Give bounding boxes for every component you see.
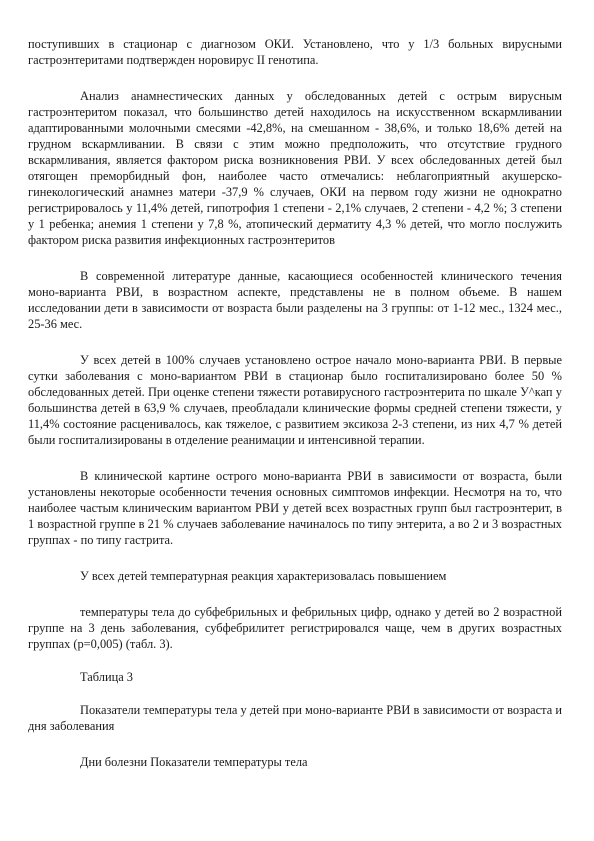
paragraph-clinical-picture: В клинической картине острого моно-варианта РВИ в зависимости от возраста, были установлены некоторые особенности течения основных симптомов инфекции. Несмотря на то, что наиболее частым клиническим вариантом РВИ у детей всех возрастных групп был гастроэнтерит, в 1 возрастной группе в 21 % случаев заболевание начиналось по типу энтерита, а во 2 и 3 возрастных группах - по типу гастрита.	[28, 469, 562, 547]
document-page	[28, 36, 562, 770]
paragraph-continuation: поступивших в стационар с диагнозом ОКИ. Установлено, что у 1/3 больных вирусными гастроэнтеритами подтвержден норовирус II генотипа.	[28, 37, 562, 67]
table-header-text: Дни болезни Показатели температуры тела	[80, 755, 308, 769]
table-number: Таблица 3	[80, 670, 133, 684]
paragraph-temperature: температуры тела до субфебрильных и фебрильных цифр, однако у детей во 2 возрастной группе на 3 день заболевания, субфебрилитет регистрировался чаще, чем в других возрастных группах (p=0,005) (табл. 3).	[28, 605, 562, 651]
paragraph-anamnesis: Анализ анамнестических данных у обследованных детей с острым вирусным гастроэнтеритом показал, что большинство детей находилось на искусственном вскармливании адаптированными молочными смесями -42,8%, на смешанном - 38,6%, и только 18,6% детей на грудном вскармливании. В связи с этим можно предположить, что отсутствие грудного вскармливания, является фактором риска возникновения РВИ. У всех обследованных детей был отягощен преморбидный фон, наиболее часто отмечались: неблагоприятный акушерско-гинекологический анамнез матери -37,9 % случаев, ОКИ на первом году жизни не однократно регистрировалось у 11,4% детей, гипотрофия 1 степени - 2,1% случаев, 2 степени - 4,2 %; 3 степени у 1 ребенка; анемия 1 степени у 7,8 %, атопический дерматиту 4,3 % детей, что могло послужить фактором риска развития инфекционных гастроэнтеритов	[28, 89, 562, 247]
paragraph-literature: В современной литературе данные, касающиеся особенностей клинического течения моно-варианта РВИ, в возрастном аспекте, представлены не в полном объеме. В нашем исследовании дети в зависимости от возраста были разделены на 3 группы: от 1-12 мес., 1324 мес., 25-36 мес.	[28, 269, 562, 331]
paragraph-onset: У всех детей в 100% случаев установлено острое начало моно-варианта РВИ. В первые сутки заболевания с моно-вариантом РВИ в стационар было госпитализировано более 50 % обследованных детей. При оценке степени тяжести ротавирусного гастроэнтерита по шкале У^кап у большинства детей в 63,9 % случаев, преобладали клинические формы средней степени тяжести, у 11,4% состояние расценивалось, как тяжелое, с развитием эксикоза 2-3 степени, из них 4,7 % детей были госпитализированы в отделение реанимации и интенсивной терапии.	[28, 353, 562, 447]
paragraph-temperature-intro: У всех детей температурная реакция характеризовалась повышением	[80, 569, 447, 583]
table-caption: Показатели температуры тела у детей при моно-варианте РВИ в зависимости от возраста и дня заболевания	[28, 703, 562, 733]
